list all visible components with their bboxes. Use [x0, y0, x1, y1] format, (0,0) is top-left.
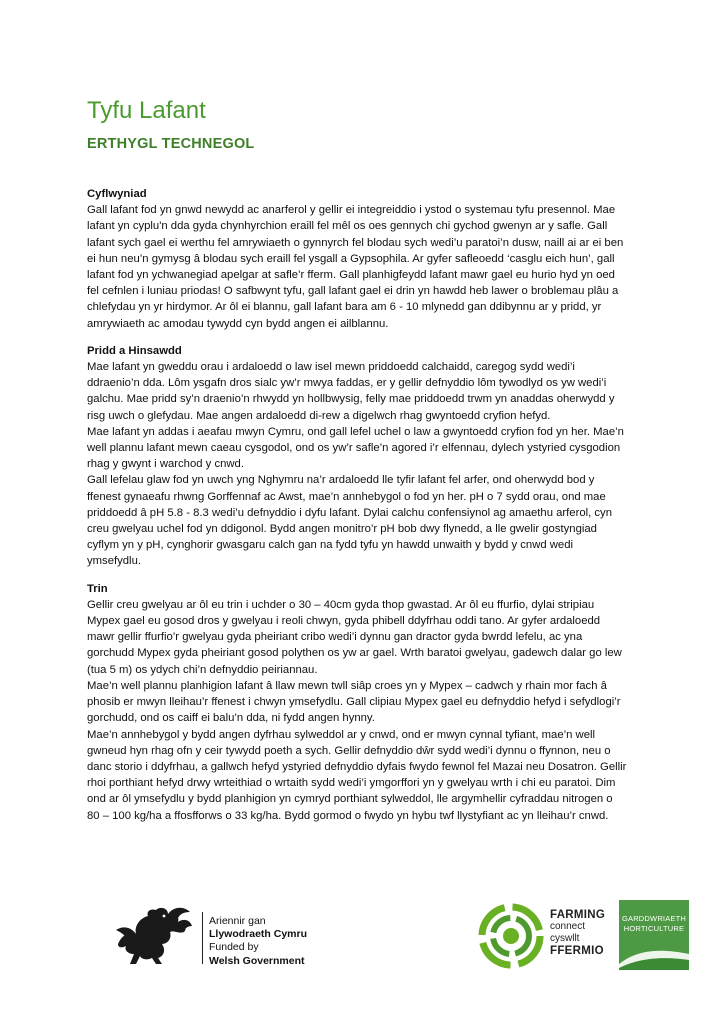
page-subtitle: ERTHYGL TECHNEGOL [87, 136, 255, 152]
farming-connect-logo [478, 903, 618, 969]
paragraph: Gall lefelau glaw fod yn uwch yng Nghymru na’r ardaloedd lle tyfir lafant fel arfer, ond oherwydd bod y ffenest gynaeafu rhwng Gorffennaf ac Awst, mae’n annhebygol o fod yn her. pH o 7 sydd orau, ond mae priddoedd â pH 5.8 - 8.3 wedi’u defnyddio i dyfu lafant. Dylai calchu confensiynol ag amaethu arferol, cyn creu gwelyau uchel fod yn ddigonol. Bydd angen monitro’r pH bob dwy flynedd, a lle gwelir gostyngiad cyflym yn y pH, cynghorir gwasgaru calch gan na fydd tyfu yn hawdd unwaith y bydd y cnwd wedi ymsefydlu. [87, 474, 612, 568]
funded-by: Funded by [209, 941, 259, 954]
farming-connect-swirl-icon [478, 903, 544, 969]
section-introduction [87, 186, 627, 332]
paragraph: Mae lafant yn gweddu orau i ardaloedd o law isel mewn priddoedd calchaidd, caregog sydd wedi’i ddraenio’n dda. Lôm ysgafn dros sialc yw’r mwya faddas, er y gellir defnyddio lôm tywodlyd os yw wedi’i galchu. Mae pridd sy’n draenio’n rhwydd yn hollbwysig, felly mae priddoedd trwm yn anaddas oherwydd y risg uwch o glefydau. Mae angen ardaloedd di-rew a digelwch rhag gwyntoedd cryfion hefyd. [87, 361, 615, 422]
section-heading: Trin [87, 582, 108, 595]
logo-divider [202, 912, 203, 964]
farming-label: FARMING [550, 909, 606, 921]
connect-label: connect [550, 921, 586, 932]
horticulture-logo [619, 900, 689, 970]
horticulture-wave-icon [619, 944, 689, 970]
llywodraeth-cymru: Llywodraeth Cymru [209, 928, 308, 941]
welsh-government-logo [112, 904, 322, 969]
horticulture-label: HORTICULTURE [623, 924, 685, 933]
farming-connect-text [550, 909, 605, 957]
footer-logos [0, 895, 725, 980]
paragraph: Mae’n annhebygol y bydd angen dyfrhau sylweddol ar y cnwd, ond er mwyn cynnal tyfiant, mae’n well gwneud hyn rhag ofn y ceir tywydd poeth a sych. Gellir defnyddio dŵr sydd wedi’i dynnu o ffynnon, neu o danc storio i ddyfrhau, a gallwch hefyd ystyried defnyddio dyfais fwydo fewnol fel Mazai neu Dosatron. Gellir rhoi porthiant hefyd drwy wrteithiad o wrtaith sydd wedi’i ymgorffori yn y gwelyau wrth i chi eu paratoi. Dim ond ar ôl ymsefydlu y bydd planhigion yn cymryd porthiant sylweddol, lle argymhellir cyfraddau nitrogen o 80 – 100 kg/ha a ffosfforws o 33 kg/ha. Bydd gormod o fwydo yn hybu twf llystyfiant ac yn lleihau’r cnwd. [87, 728, 627, 822]
section-soil-climate [87, 343, 627, 570]
welsh-government-text [209, 915, 307, 968]
welsh-government: Welsh Government [209, 954, 305, 967]
ffermio-label: FFERMIO [550, 945, 604, 957]
paragraph: Gall lafant fod yn gnwd newydd ac anarferol y gellir ei integreiddio i ystod o systemau tyfu presennol. Mae lafant yn cyplu'n dda gyda chynhyrchion eraill fel mêl os oes gennych chi gychod gwenyn ar y safle. Gall lafant sych gael ei werthu fel amrywiaeth o gynnyrch fel blodau sych wedi’u paratoi’n dusw, naill ai ar ei ben ei hun neu’n gymysg â blodau sych eraill fel ysgall a Gypsophila. Ar gyfer safleoedd ‘casglu eich hun’, gall lafant fod yn ychwanegiad apelgar at safle’r fferm. Gall planhigfeydd lafant mawr gael eu hurio hyd yn oed fel cefnlen i luniau priodas! O safbwynt tyfu, gall lafant gael ei drin yn hawdd heb lawer o broblemau plâu a chlefydau yn yr hirdymor. Ar ôl ei blannu, gall lafant bara am 6 - 10 mlynedd gan ddibynnu ar y pridd, yr amrywiaeth ac amodau tywydd cyn bydd angen ei ailblannu. [87, 204, 624, 330]
garddwriaeth-label: GARDDWRIAETH [621, 914, 687, 923]
section-heading: Pridd a Hinsawdd [87, 344, 182, 357]
section-heading: Cyflwyniad [87, 188, 147, 200]
article-body [87, 186, 627, 835]
section-cultivation [87, 581, 627, 824]
welsh-dragon-icon [112, 904, 194, 968]
cyswllt-label: cyswllt [550, 933, 580, 944]
paragraph: Mae’n well plannu planhigion lafant â llaw mewn twll siâp croes yn y Mypex – cadwch y rhain mor fach â phosib er mwyn lleihau’r ffenest i chwyn ymsefydlu. Gall clipiau Mypex gael eu defnyddio hefyd i sefydlogi’r gorchudd, ond os caiff ei balu’n dda, ni fydd angen hynny. [87, 679, 621, 725]
paragraph: Mae lafant yn addas i aeafau mwyn Cymru, ond gall lefel uchel o law a gwyntoedd cryfion fod yn her. Mae’n well plannu lafant mewn caeau cysgodol, ond os yw’r safle’n agored i’r elfennau, dylech ystyried cysgodion rhag y gwynt i warchod y cnwd. [87, 425, 624, 471]
funded-by-welsh: Ariennir gan [209, 915, 266, 927]
page-title: Tyfu Lafant [87, 97, 206, 124]
paragraph: Gellir creu gwelyau ar ôl eu trin i uchder o 30 – 40cm gyda thop gwastad. Ar ôl eu ffurfio, dylai stripiau Mypex gael eu gosod dros y gwelyau i reoli chwyn, gyda phibell ddyfrhau oddi tano. Ar gyfer ardaloedd mawr gellir ffurfio’r gwelyau gyda pheiriant cribo wedi’i dynnu gan dractor gyda bwrdd lefelu, ac yna gorchudd Mypex gyda pheiriant gosod polythen os yw ar gael. Wrth baratoi gwelyau, gadewch dalar go lew (tua 5 m) os ydych chi’n defnyddio peiriannau. [87, 598, 622, 676]
